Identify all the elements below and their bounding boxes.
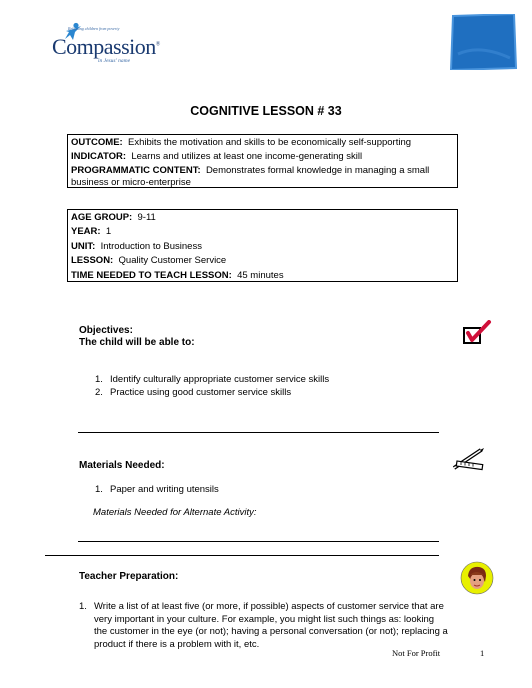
alternate-materials-label: Materials Needed for Alternate Activity: (93, 507, 257, 518)
divider (45, 555, 439, 556)
pencil-ruler-icon (451, 446, 487, 472)
blue-stamp-graphic (450, 14, 517, 70)
list-item: 1. Write a list of at least five (or more, if possible) aspects of customer service that are very important in your culture. For example, you might list such things as: looking the customer in the eye (or not); having a personal conversation (or not); replacing a product if there is a problem with it, etc. (79, 601, 448, 650)
materials-list (95, 484, 445, 497)
lesson-info-box (67, 209, 458, 282)
indicator-line: INDICATOR: Learns and utilizes at least one income-generating skill (71, 151, 363, 163)
outcome-line: OUTCOME: Exhibits the motivation and skills to be economically self-supporting (71, 137, 412, 148)
logo-subline: in Jesus' name (98, 58, 131, 64)
objectives-list (95, 374, 445, 399)
divider (78, 432, 439, 433)
materials-heading: Materials Needed: (79, 460, 165, 471)
lesson-line: LESSON: Quality Customer Service (71, 255, 227, 267)
checkbox-check-icon (462, 320, 492, 346)
teacher-prep-heading: Teacher Preparation: (79, 571, 179, 582)
compassion-logo (50, 22, 165, 70)
teacher-prep-list (79, 601, 449, 651)
teacher-face-icon (459, 560, 495, 596)
logo-tagline: Releasing children from poverty (68, 26, 120, 31)
time-needed-line: TIME NEEDED TO TEACH LESSON: 45 minutes (71, 269, 284, 281)
page-number: 1 (480, 648, 485, 658)
logo-wordmark: Compassion® (52, 34, 160, 59)
footer-label: Not For Profit (392, 648, 441, 658)
list-item: 2. Practice using good customer service skills (95, 386, 292, 398)
list-item: 1. Paper and writing utensils (95, 484, 219, 495)
objectives-heading: Objectives: (79, 325, 133, 336)
page-title: COGNITIVE LESSON # 33 (190, 104, 342, 118)
year-line: YEAR: 1 (71, 226, 112, 238)
divider (78, 541, 439, 542)
unit-line: UNIT: Introduction to Business (71, 240, 202, 252)
programmatic-content-line: PROGRAMMATIC CONTENT: Demonstrates formal knowledge in managing a small business or micro-enterprise (71, 164, 430, 189)
outcome-box (67, 134, 458, 188)
objectives-subheading: The child will be able to: (79, 337, 195, 348)
age-group-line: AGE GROUP: 9-11 (71, 212, 156, 223)
list-item: 1. Identify culturally appropriate customer service skills (95, 374, 330, 385)
